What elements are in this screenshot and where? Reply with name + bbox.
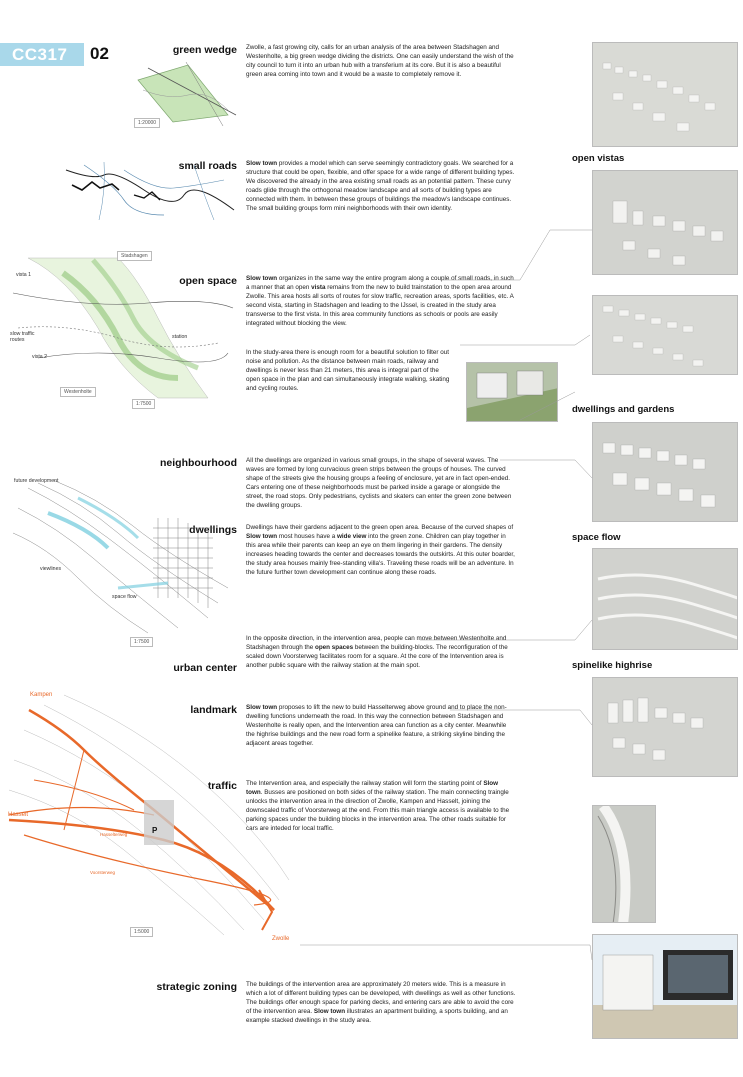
label-voorsterweg: Voorsterweg [90, 870, 116, 875]
text-dwellings: Dwellings have their gardens adjacent to the green open area. Because of the curved shapes of Slow town most houses have a wide view into the green zone. Children can play together in this area while their parents can keep an eye on them lingering in their gardens. The density increases heading towards the center and decreases towards the outskirts. At this outer boarder, the study area houses mainly free-standing villa's. Traveling these roads will be an adventure. In the future further town development can continue along these roads. [246, 524, 515, 576]
label-viewlines: viewlines [40, 566, 62, 572]
scale-label-2: 1:7500 [132, 399, 155, 409]
heading-open-space: open space [179, 275, 237, 287]
caption-dwellings-gardens: dwellings and gardens [572, 404, 675, 415]
heading-green-wedge: green wedge [172, 44, 237, 56]
label-hasselterweg: Hasselterweg [100, 832, 128, 837]
label-space-flow: space flow [112, 594, 137, 600]
text-open-space-2: In the study-area there is enough room for a beautiful solution to filter out noise and pollution. As the distance between main roads, railway and dwellings is never less than 21 meters, this area is integral part of the open space in the plan and can simultaneously integrate walking, skating and cycling routes. [246, 349, 450, 392]
heading-small-roads: small roads [178, 160, 237, 172]
text-green-wedge: Zwolle, a fast growing city, calls for an urban analysis of the area between Stadshagen and Westenholte, a big green wedge dividing the districts. One can easily understand the wish of the city council to turn it into an urban hub with a transferium at its core. But it is also a beautiful green area coming into town and it would be a waste to completely remove it. [246, 44, 514, 78]
text-landmark: Slow town proposes to lift the new to build Hasselterweg above ground and to place the non-dwelling functions underneath the road. In this way the connection between Stadshagen and Westenholte is really open, and the Intervention area can function as a city center. Meanwhile the highrise buildings and the new road form a spinelike feature, a striking skyline binding the adjacent areas together. [246, 704, 507, 747]
text-traffic: The Intervention area, and especially the railway station will form the starting point of Slow town. Busses are positioned on both sides of the railway station. The main connecting traingle unlocks the intervention area in the direction of Zwolle, Kampen and Hasselt, joining the downscaled traffic of Voorsterweg at the end. From this main triangle access is available to the parking spaces under the building blocks in the intervention area. The other roads suitable for cars are inteded for local traffic. [246, 780, 510, 832]
label-westenholte: Westenholte [60, 387, 96, 397]
heading-strategic-zoning: strategic zoning [156, 981, 237, 993]
text-neighbourhood: All the dwellings are organized in various small groups, in the shape of several waves. The waves are formed by long curvacious green strips between the groups of houses. The curved shape of the streets give the housing groups a feeling of enclosure, yet are in fact open-ended. Cars entering one of these neighborhoods must be parked inside a garage or alongside the street, the road stops. Only pedestrians, cyclists and skaters can enter the green zone between the dwelling groups. [246, 457, 512, 509]
heading-traffic: traffic [207, 780, 237, 792]
label-parking-p: P [152, 826, 158, 835]
label-hasselt: Hasselt [8, 812, 29, 818]
label-slow-traffic: slow traffic routes [10, 331, 35, 343]
scale-label-3: 1:7500 [130, 637, 153, 647]
project-code-tag: CC317 [0, 43, 84, 66]
page-number: 02 [90, 44, 109, 63]
text-strategic-zoning: The buildings of the intervention area are approximately 20 meters wide. This is a measure in which a lot of different building types can be developed, with dwellings as well as other functions. The buildings offer enough space for parking decks, and entering cars are able to avoid the core of the intervention area. Slow town illustrates an apartment building, a sports building, and an example stacked dwellings in the study area. [246, 981, 516, 1024]
caption-open-vistas: open vistas [572, 153, 625, 164]
caption-spinelike-highrise: spinelike highrise [572, 660, 653, 671]
label-stadshagen: Stadshagen [117, 251, 152, 261]
text-open-space-1: Slow town organizes in the same way the entire program along a couple of small roads, in such a manner that an open vista remains from the new to build trainstation to the open area around Zwolle. This area hosts all sorts of routes for slow traffic, recreation areas, sports facilities, etc. A second vista, starting in Stadshagen and leading to the IJssel, is created in the study area transverse to the first vista. In this area community functions as schools or pools are easily integrated without blocking the view. [246, 275, 514, 327]
label-vista-1: vista 1 [16, 272, 31, 278]
scale-label-1: 1:20000 [134, 118, 160, 128]
caption-space-flow: space flow [572, 532, 621, 543]
text-small-roads: Slow town provides a model which can serve seemingly contradictory goals. We searched for a structure that could be open, flexible, and offer space for a wide range of different building types. We discovered the already in the area existing small roads as an potential pattern. These curvy roads glide through the orthogonal meadow landscape and all sorts of building types are connected with them. In between these groups of buildings the meadow's landscape continues. The small building groups form mini neighborhoods with their own identity. [246, 160, 515, 212]
heading-dwellings: dwellings [189, 524, 237, 536]
label-kampen: Kampen [30, 692, 53, 698]
label-zwolle: Zwolle [272, 936, 290, 942]
heading-landmark: landmark [190, 704, 237, 716]
label-vista-2: vista 2 [32, 354, 47, 360]
scale-label-4: 1:5000 [130, 927, 153, 937]
label-future-development: future development [14, 478, 59, 484]
heading-neighbourhood: neighbourhood [160, 457, 237, 469]
heading-urban-center: urban center [173, 662, 237, 674]
label-station: station [172, 334, 188, 340]
text-urban-center: In the opposite direction, in the intervention area, people can move between Westenholte and Stadshagen through the open spaces between the building-blocks. The reconfiguration of the scaled down Voorsterweg facilitates room for a square. At the core of the Intervention area is another public square with the railway station at the main spot. [246, 635, 508, 669]
